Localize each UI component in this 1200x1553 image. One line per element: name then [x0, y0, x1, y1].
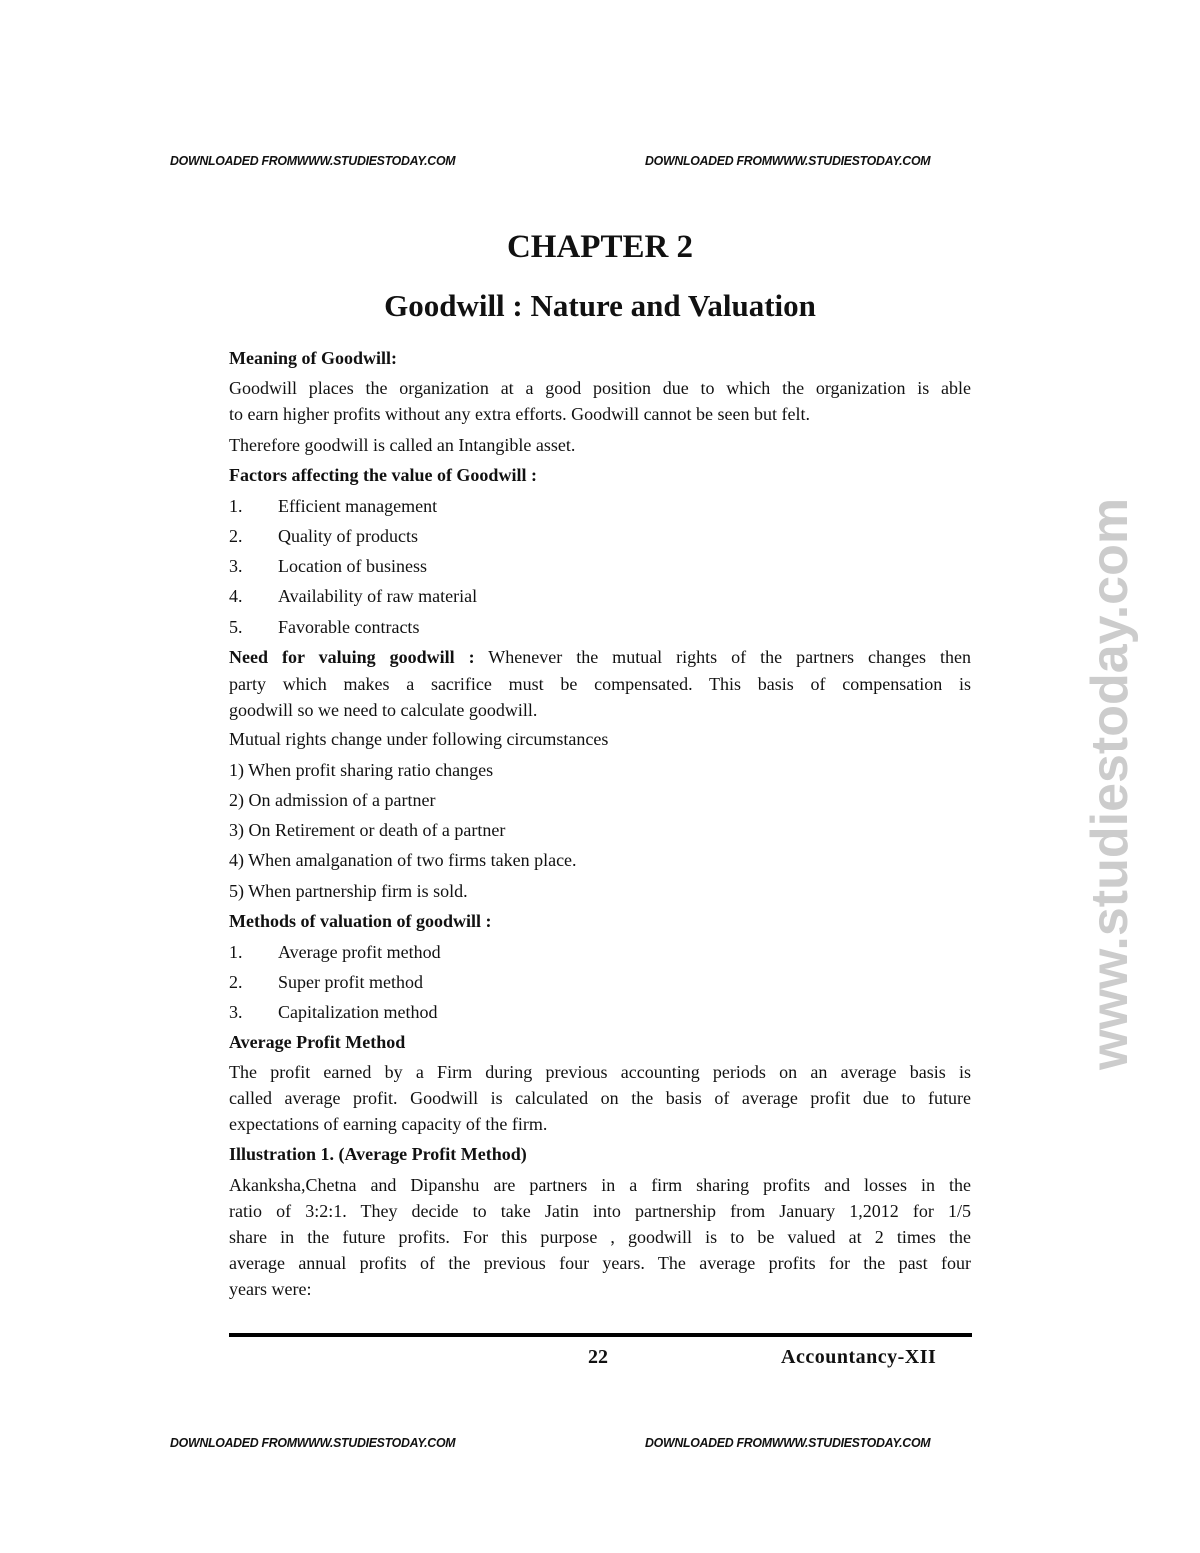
paragraph-line: years were:: [229, 1279, 312, 1299]
list-item: 3. Location of business: [229, 556, 427, 576]
list-item: 2) On admission of a partner: [229, 790, 436, 810]
paragraph-line: average annual profits of the previous four years. The average profits for the past four: [229, 1253, 971, 1273]
section-heading: Factors affecting the value of Goodwill :: [229, 465, 537, 485]
book-title: Accountancy-XII: [781, 1346, 937, 1368]
paragraph-line: Akanksha,Chetna and Dipanshu are partners in a firm sharing profits and losses in the: [229, 1175, 971, 1195]
paragraph-line: expectations of earning capacity of the firm.: [229, 1114, 548, 1134]
paragraph-line: called average profit. Goodwill is calculated on the basis of average profit due to future: [229, 1088, 971, 1108]
download-banner-bottom-left: DOWNLOADED FROMWWW.STUDIESTODAY.COM: [170, 1435, 456, 1450]
footer-rule: [229, 1333, 972, 1337]
list-item: 1) When profit sharing ratio changes: [229, 760, 494, 780]
section-heading: Illustration 1. (Average Profit Method): [229, 1144, 527, 1164]
paragraph-line: goodwill so we need to calculate goodwill.: [229, 700, 538, 720]
download-banner-bottom-right: DOWNLOADED FROMWWW.STUDIESTODAY.COM: [645, 1435, 931, 1450]
chapter-number: CHAPTER 2: [506, 229, 694, 265]
paragraph-line: The profit earned by a Firm during previous accounting periods on an average basis is: [229, 1062, 971, 1082]
paragraph-line: Therefore goodwill is called an Intangible asset.: [229, 435, 576, 455]
paragraph-line: Need for valuing goodwill : Whenever the mutual rights of the partners changes then: [229, 647, 971, 667]
paragraph-line: party which makes a sacrifice must be compensated. This basis of compensation is: [229, 674, 971, 694]
list-item: 2. Quality of products: [229, 526, 418, 546]
chapter-title: Goodwill : Nature and Valuation: [384, 288, 816, 323]
section-heading: Meaning of Goodwill:: [229, 348, 398, 368]
download-banner-top-left: DOWNLOADED FROMWWW.STUDIESTODAY.COM: [170, 153, 456, 168]
list-item: 1. Efficient management: [229, 496, 438, 516]
page-number: 22: [588, 1346, 608, 1368]
list-item: 5) When partnership firm is sold.: [229, 881, 468, 901]
paragraph-line: Mutual rights change under following circumstances: [229, 729, 609, 749]
list-item: 4. Availability of raw material: [229, 586, 478, 606]
watermark: www.studiestoday.com: [1081, 497, 1139, 1070]
list-item: 1. Average profit method: [229, 942, 441, 962]
section-heading: Methods of valuation of goodwill :: [229, 911, 492, 931]
paragraph-line: to earn higher profits without any extra efforts. Goodwill cannot be seen but felt.: [229, 404, 811, 424]
list-item: 4) When amalganation of two firms taken place.: [229, 850, 577, 870]
list-item: 5. Favorable contracts: [229, 617, 420, 637]
list-item: 3) On Retirement or death of a partner: [229, 820, 506, 840]
paragraph-line: share in the future profits. For this purpose , goodwill is to be valued at 2 times the: [229, 1227, 971, 1247]
list-item: 2. Super profit method: [229, 972, 423, 992]
paragraph-line: ratio of 3:2:1. They decide to take Jatin into partnership from January 1,2012 for 1/5: [229, 1201, 971, 1221]
section-heading: Average Profit Method: [229, 1032, 406, 1052]
download-banner-top-right: DOWNLOADED FROMWWW.STUDIESTODAY.COM: [645, 153, 931, 168]
list-item: 3. Capitalization method: [229, 1002, 438, 1022]
paragraph-line: Goodwill places the organization at a good position due to which the organization is able: [229, 378, 971, 398]
